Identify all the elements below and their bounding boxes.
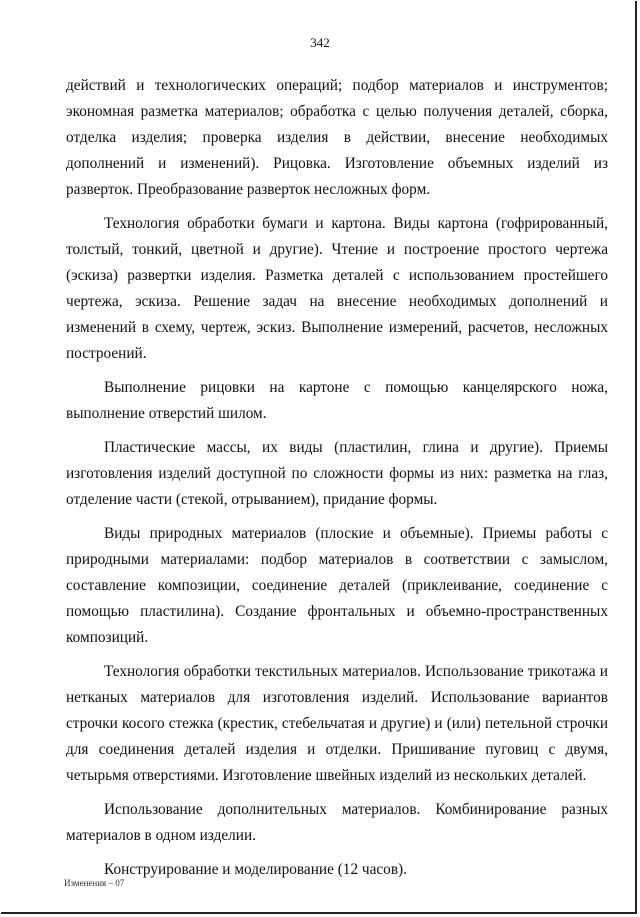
- document-body: [66, 73, 608, 891]
- footer-revision-note: Изменения – 07: [64, 878, 125, 888]
- paragraph: Выполнение рицовки на картоне с помощью канцелярского ножа, выполнение отверстий шилом.: [66, 379, 608, 422]
- paragraph: Технология обработки текстильных материалов. Использование трикотажа и нетканых материалов для изготовления изделий. Использование вариантов строчки косого стежка (крестик, стебельчатая и другие) и (или) петельной строчки для соединения деталей изделия и отделки. Пришивание пуговиц с двумя, четырьмя отверстиями. Изготовление швейных изделий из нескольких деталей.: [66, 663, 608, 784]
- paragraph: действий и технологических операций; подбор материалов и инструментов; экономная разметка материалов; обработка с целью получения деталей, сборка, отделка изделия; проверка изделия в действии, внесение необходимых дополнений и изменений). Рицовка. Изготовление объемных изделий из разверток. Преобразование разверток несложных форм.: [66, 77, 608, 198]
- paragraph: Использование дополнительных материалов. Комбинирование разных материалов в одном изделии.: [66, 801, 608, 844]
- paragraph: Технология обработки бумаги и картона. Виды картона (гофрированный, толстый, тонкий, цветной и другие). Чтение и построение простого чертежа (эскиза) развертки изделия. Разметка деталей с использованием простейшего чертежа, эскиза. Решение задач на внесение необходимых дополнений и изменений в схему, чертеж, эскиз. Выполнение измерений, расчетов, несложных построений.: [66, 215, 608, 362]
- paragraph: Виды природных материалов (плоские и объемные). Приемы работы с природными материалами: подбор материалов в соответствии с замыслом, составление композиции, соединение деталей (приклеивание, соединение с помощью пластилина). Создание фронтальных и объемно-пространственных композиций.: [66, 525, 608, 646]
- section-heading: Конструирование и моделирование (12 часов).: [104, 861, 407, 878]
- paragraph: Пластические массы, их виды (пластилин, глина и другие). Приемы изготовления изделий доступной по сложности формы из них: разметка на глаз, отделение части (стекой, отрыванием), придание формы.: [66, 439, 608, 508]
- page-number: 342: [310, 35, 330, 50]
